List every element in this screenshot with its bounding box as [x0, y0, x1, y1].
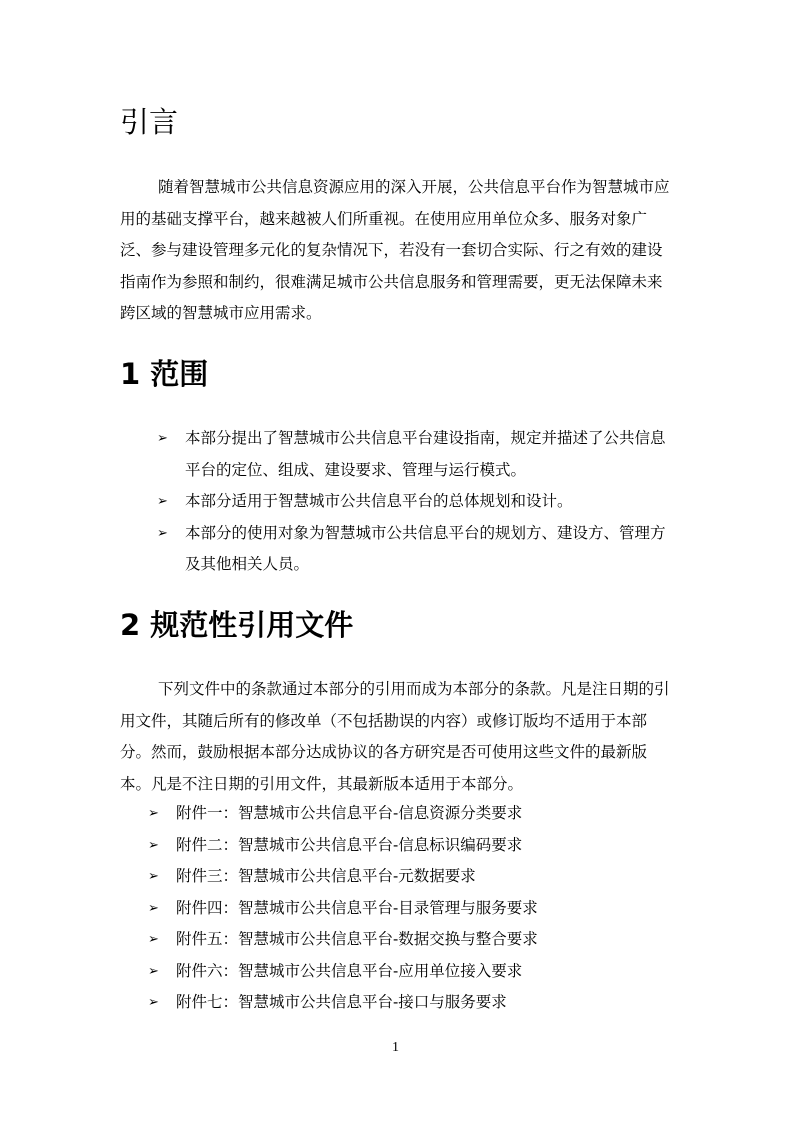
scope-list: [157, 423, 677, 581]
list-item: [148, 987, 668, 1019]
references-paragraph: [120, 674, 676, 800]
references-paragraph-text: 下列文件中的条款通过本部分的引用而成为本部分的条款。凡是注日期的引用文件，其随后所有的修改单（不包括勘误的内容）或修订版均不适用于本部分。然而，鼓励根据本部分达成协议的各方研究是否可使用这些文件的最新版本。凡是不注日期的引用文件，其最新版本适用于本部分。: [120, 680, 670, 793]
list-item: [157, 423, 677, 486]
arrow-bullet-icon: ➢: [148, 963, 159, 979]
arrow-bullet-icon: ➢: [157, 525, 168, 541]
reference-item-text: 附件七：智慧城市公共信息平台-接口与服务要求: [176, 993, 507, 1011]
section-1-heading: 1 范围: [120, 357, 209, 391]
list-item: [148, 893, 668, 925]
arrow-bullet-icon: ➢: [157, 494, 168, 509]
references-list: [148, 798, 668, 1019]
scope-item-text: 本部分提出了智慧城市公共信息平台建设指南，规定并描述了公共信息平台的定位、组成、建设要求、管理与运行模式。: [185, 429, 666, 479]
section-2-heading: 2 规范性引用文件: [120, 608, 354, 642]
scope-item-text: 本部分适用于智慧城市公共信息平台的总体规划和设计。: [185, 492, 573, 510]
list-item: [148, 798, 668, 830]
list-item: [157, 486, 677, 518]
reference-item-text: 附件一：智慧城市公共信息平台-信息资源分类要求: [176, 804, 523, 822]
reference-item-text: 附件二：智慧城市公共信息平台-信息标识编码要求: [176, 835, 523, 854]
page-number: 1: [392, 1040, 399, 1055]
list-item: [148, 830, 668, 862]
arrow-bullet-icon: ➢: [148, 932, 159, 947]
scope-item-text: 本部分的使用对象为智慧城市公共信息平台的规划方、建设方、管理方及其他相关人员。: [185, 523, 666, 573]
arrow-bullet-icon: ➢: [148, 869, 159, 884]
intro-paragraph: [120, 172, 676, 330]
arrow-bullet-icon: ➢: [148, 837, 159, 853]
reference-item-text: 附件六：智慧城市公共信息平台-应用单位接入要求: [176, 961, 523, 980]
intro-paragraph-text: 随着智慧城市公共信息资源应用的深入开展，公共信息平台作为智慧城市应用的基础支撑平台，越来越被人们所重视。在使用应用单位众多、服务对象广泛、参与建设管理多元化的复杂情况下，若没有一套切合实际、行之有效的建设指南作为参照和制约，很难满足城市公共信息服务和管理需要，更无法保障未来跨区域的智慧城市应用需求。: [120, 178, 670, 322]
arrow-bullet-icon: ➢: [157, 431, 168, 446]
list-item: [157, 518, 677, 581]
arrow-bullet-icon: ➢: [148, 900, 159, 916]
list-item: [148, 924, 668, 956]
reference-item-text: 附件三：智慧城市公共信息平台-元数据要求: [176, 867, 476, 885]
arrow-bullet-icon: ➢: [148, 806, 159, 821]
reference-item-text: 附件四：智慧城市公共信息平台-目录管理与服务要求: [176, 898, 538, 917]
intro-heading: 引言: [120, 105, 179, 139]
arrow-bullet-icon: ➢: [148, 995, 159, 1010]
list-item: [148, 861, 668, 893]
reference-item-text: 附件五：智慧城市公共信息平台-数据交换与整合要求: [176, 930, 538, 948]
list-item: [148, 956, 668, 988]
